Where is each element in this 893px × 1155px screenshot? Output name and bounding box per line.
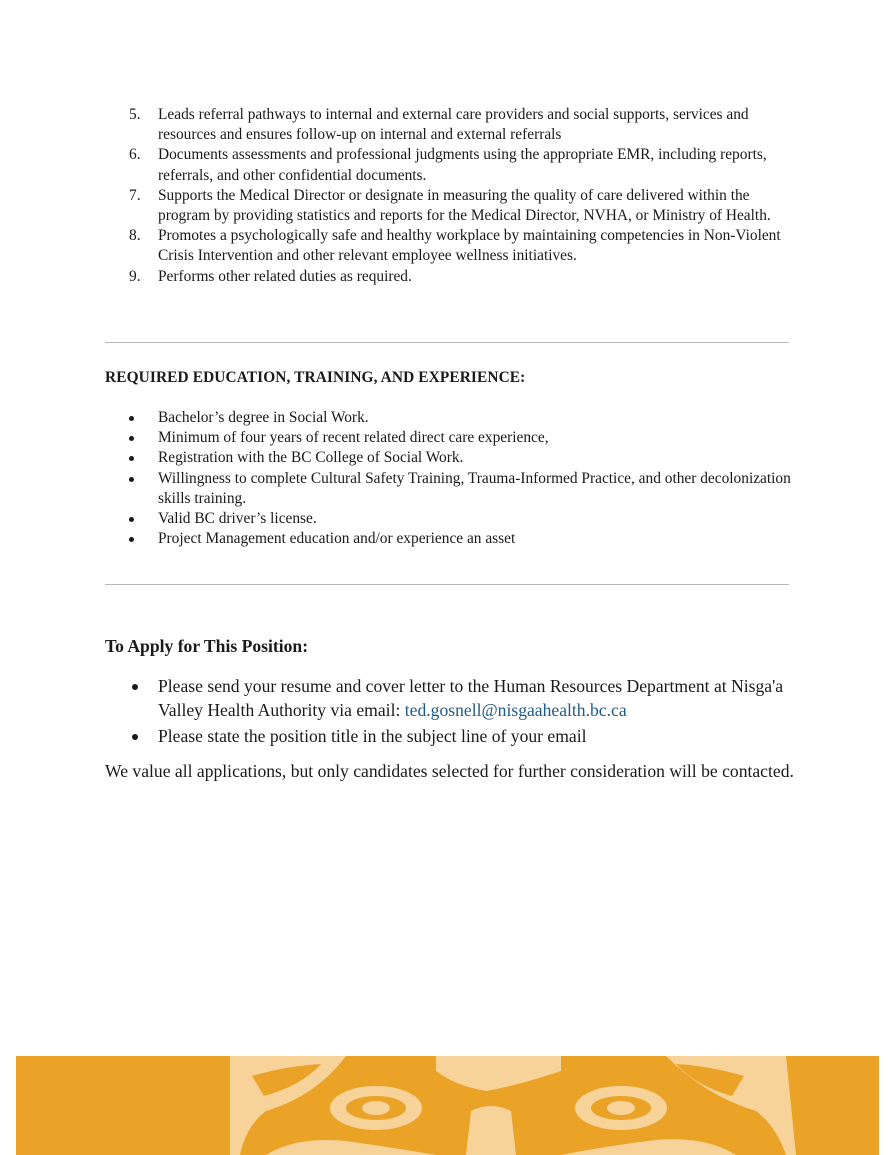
bullet-icon: [129, 436, 134, 441]
list-item: [105, 186, 795, 226]
list-item: [105, 267, 795, 287]
list-item-text: Valid BC driver’s license.: [158, 510, 317, 528]
list-item-text: Bachelor’s degree in Social Work.: [158, 409, 369, 426]
bullet-icon: [129, 517, 134, 522]
bullet-icon: [129, 537, 134, 542]
list-item: [105, 408, 795, 428]
requirements-heading: REQUIRED EDUCATION, TRAINING, AND EXPERIENCE:: [105, 369, 526, 386]
apply-list: [105, 674, 795, 751]
list-item: [105, 674, 795, 722]
list-item-text: Project Management education and/or experience an asset: [158, 530, 516, 548]
bullet-icon: [129, 416, 134, 421]
list-number: 9.: [129, 267, 141, 285]
list-item: [105, 469, 795, 509]
duties-list: [105, 105, 795, 287]
requirements-list: [105, 408, 795, 549]
list-item: [105, 226, 795, 266]
footer-banner: [16, 1056, 879, 1155]
list-item-text: Performs other related duties as required.: [158, 267, 412, 285]
list-number: 8.: [129, 227, 141, 245]
list-item: [105, 145, 795, 185]
list-item: [105, 724, 795, 748]
closing-statement: We value all applications, but only candidates selected for further consideration will be contacted.: [105, 761, 794, 781]
email-link[interactable]: ted.gosnell@nisgaahealth.bc.ca: [404, 700, 627, 721]
bullet-icon: [129, 477, 134, 482]
list-number: 5.: [129, 106, 141, 123]
list-item-text: Supports the Medical Director or designate in measuring the quality of care delivered within the program by providing statistics and reports for the Medical Director, NVHA, or Ministry of Health.: [158, 186, 771, 225]
list-item: [105, 509, 795, 529]
list-item: [105, 428, 795, 448]
section-divider: [105, 342, 789, 343]
list-item-text: Willingness to complete Cultural Safety Training, Trauma-Informed Practice, and other decolonization skills training.: [158, 469, 791, 507]
bullet-icon: [132, 684, 138, 690]
list-number: 7.: [129, 186, 141, 204]
bullet-icon: [132, 734, 138, 740]
list-item-text: Leads referral pathways to internal and external care providers and social supports, services and resources and ensures follow-up on internal and external referrals: [158, 106, 749, 144]
section-divider: [105, 584, 789, 585]
list-item-text: Documents assessments and professional judgments using the appropriate EMR, including reports, referrals, and other confidential documents.: [158, 146, 767, 184]
list-item-text: Please state the position title in the subject line of your email: [158, 726, 587, 747]
list-item: [105, 105, 795, 145]
bullet-icon: [129, 456, 134, 461]
list-item: [105, 529, 795, 549]
list-item-text: Registration with the BC College of Social Work.: [158, 449, 464, 467]
list-number: 6.: [129, 146, 141, 164]
list-item-text: Please send your resume and cover letter to the Human Resources Department at Nisga'a Valley Health Authority via email:: [158, 676, 784, 721]
list-item: [105, 448, 795, 468]
list-item-text: Minimum of four years of recent related direct care experience,: [158, 429, 549, 447]
formline-art-icon: [16, 1056, 879, 1155]
list-item-text: Promotes a psychologically safe and healthy workplace by maintaining competencies in Non-Violent Crisis Intervention and other relevant employee wellness initiatives.: [158, 227, 781, 265]
apply-heading: To Apply for This Position:: [105, 636, 309, 656]
